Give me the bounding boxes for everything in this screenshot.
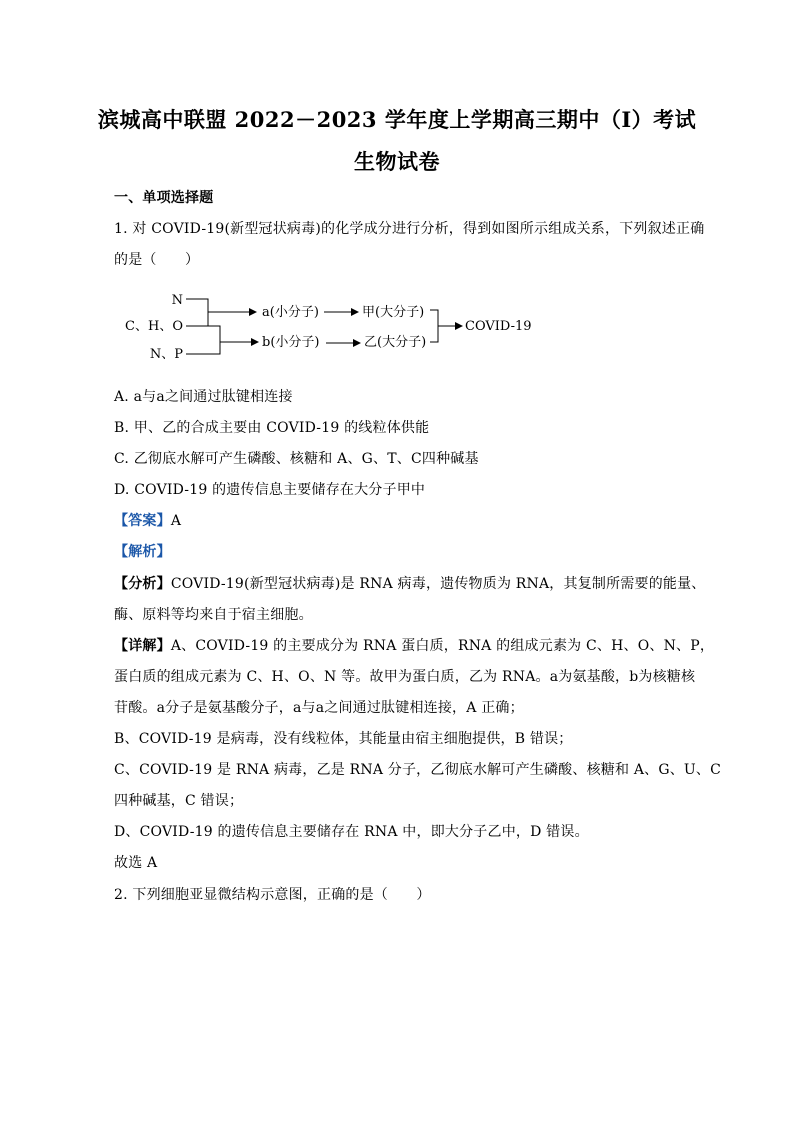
q1-option-a: A. a与a之间通过肽键相连接: [114, 389, 293, 405]
exam-subtitle: 生物试卷: [354, 149, 440, 174]
xiangjie-line3: 苷酸。a分子是氨基酸分子，a与a之间通过肽键相连接，A 正确；: [114, 700, 524, 716]
q1-stem-line2: 的是（ ）: [114, 252, 200, 268]
answer-value: A: [170, 513, 182, 529]
bracket-to-a: [186, 299, 208, 326]
answer-tag: 【答案】: [114, 513, 171, 529]
exam-title: 滨城高中联盟 2022－2023 学年度上学期高三期中（I）考试: [97, 107, 697, 132]
xiangjie-tag: 【详解】: [114, 638, 171, 654]
analysis-heading: [114, 541, 171, 561]
fenxi-line2: 酶、原料等均来自于宿主细胞。: [114, 607, 313, 623]
node-jia-label: 甲(大分子): [362, 305, 425, 320]
composition-diagram: [118, 288, 548, 368]
node-b-label: b(小分子): [262, 335, 320, 350]
xiangjie-line2: 蛋白质的组成元素为 C、H、O、N 等。故甲为蛋白质，乙为 RNA。a为氨基酸，b为核糖核: [114, 669, 696, 685]
q1-option-c: C. 乙彻底水解可产生磷酸、核糖和 A、G、T、C四种碱基: [114, 451, 479, 467]
node-yi-label: 乙(大分子): [364, 335, 427, 350]
fenxi-line1: [114, 573, 706, 593]
fenxi-text1: COVID-19(新型冠状病毒)是 RNA 病毒，遗传物质为 RNA，其复制所需要的能量、: [170, 576, 706, 592]
analysis-tag: 【解析】: [114, 544, 171, 560]
xiangjie-line1: [114, 635, 714, 655]
conclusion-line: 故选 A: [114, 855, 158, 871]
bracket-to-covid: [430, 310, 438, 342]
xiangjie-text1: A、COVID-19 的主要成分为 RNA 蛋白质，RNA 的组成元素为 C、H、O、N、P，: [170, 638, 715, 654]
element-cho-label: C、H、O: [125, 319, 183, 334]
q1-option-b: B. 甲、乙的合成主要由 COVID-19 的线粒体供能: [114, 420, 430, 436]
fenxi-tag: 【分析】: [114, 576, 171, 592]
q2-stem: 2. 下列细胞亚显微结构示意图，正确的是（ ）: [114, 887, 431, 903]
element-n-label: N: [171, 293, 183, 308]
xiangjie-line4: B、COVID-19 是病毒，没有线粒体，其能量由宿主细胞提供，B 错误；: [114, 731, 573, 747]
q1-stem-line1: 1. 对 COVID-19(新型冠状病毒)的化学成分进行分析，得到如图所示组成关系，下列叙述正确: [114, 221, 705, 237]
node-covid-label: COVID-19: [465, 319, 532, 334]
xiangjie-line5: C、COVID-19 是 RNA 病毒，乙是 RNA 分子，乙彻底水解可产生磷酸、核糖和 A、G、U、C: [114, 762, 722, 778]
xiangjie-line6: 四种碱基，C 错误；: [114, 793, 244, 809]
xiangjie-line7: D、COVID-19 的遗传信息主要储存在 RNA 中，即大分子乙中，D 错误。: [114, 824, 589, 840]
answer-line: [114, 510, 181, 530]
element-np-label: N、P: [149, 347, 183, 362]
section-heading: 一、单项选择题: [114, 190, 214, 206]
node-a-label: a(小分子): [262, 305, 319, 320]
q1-option-d: D. COVID-19 的遗传信息主要储存在大分子甲中: [114, 482, 426, 498]
bracket-to-b: [186, 326, 220, 354]
